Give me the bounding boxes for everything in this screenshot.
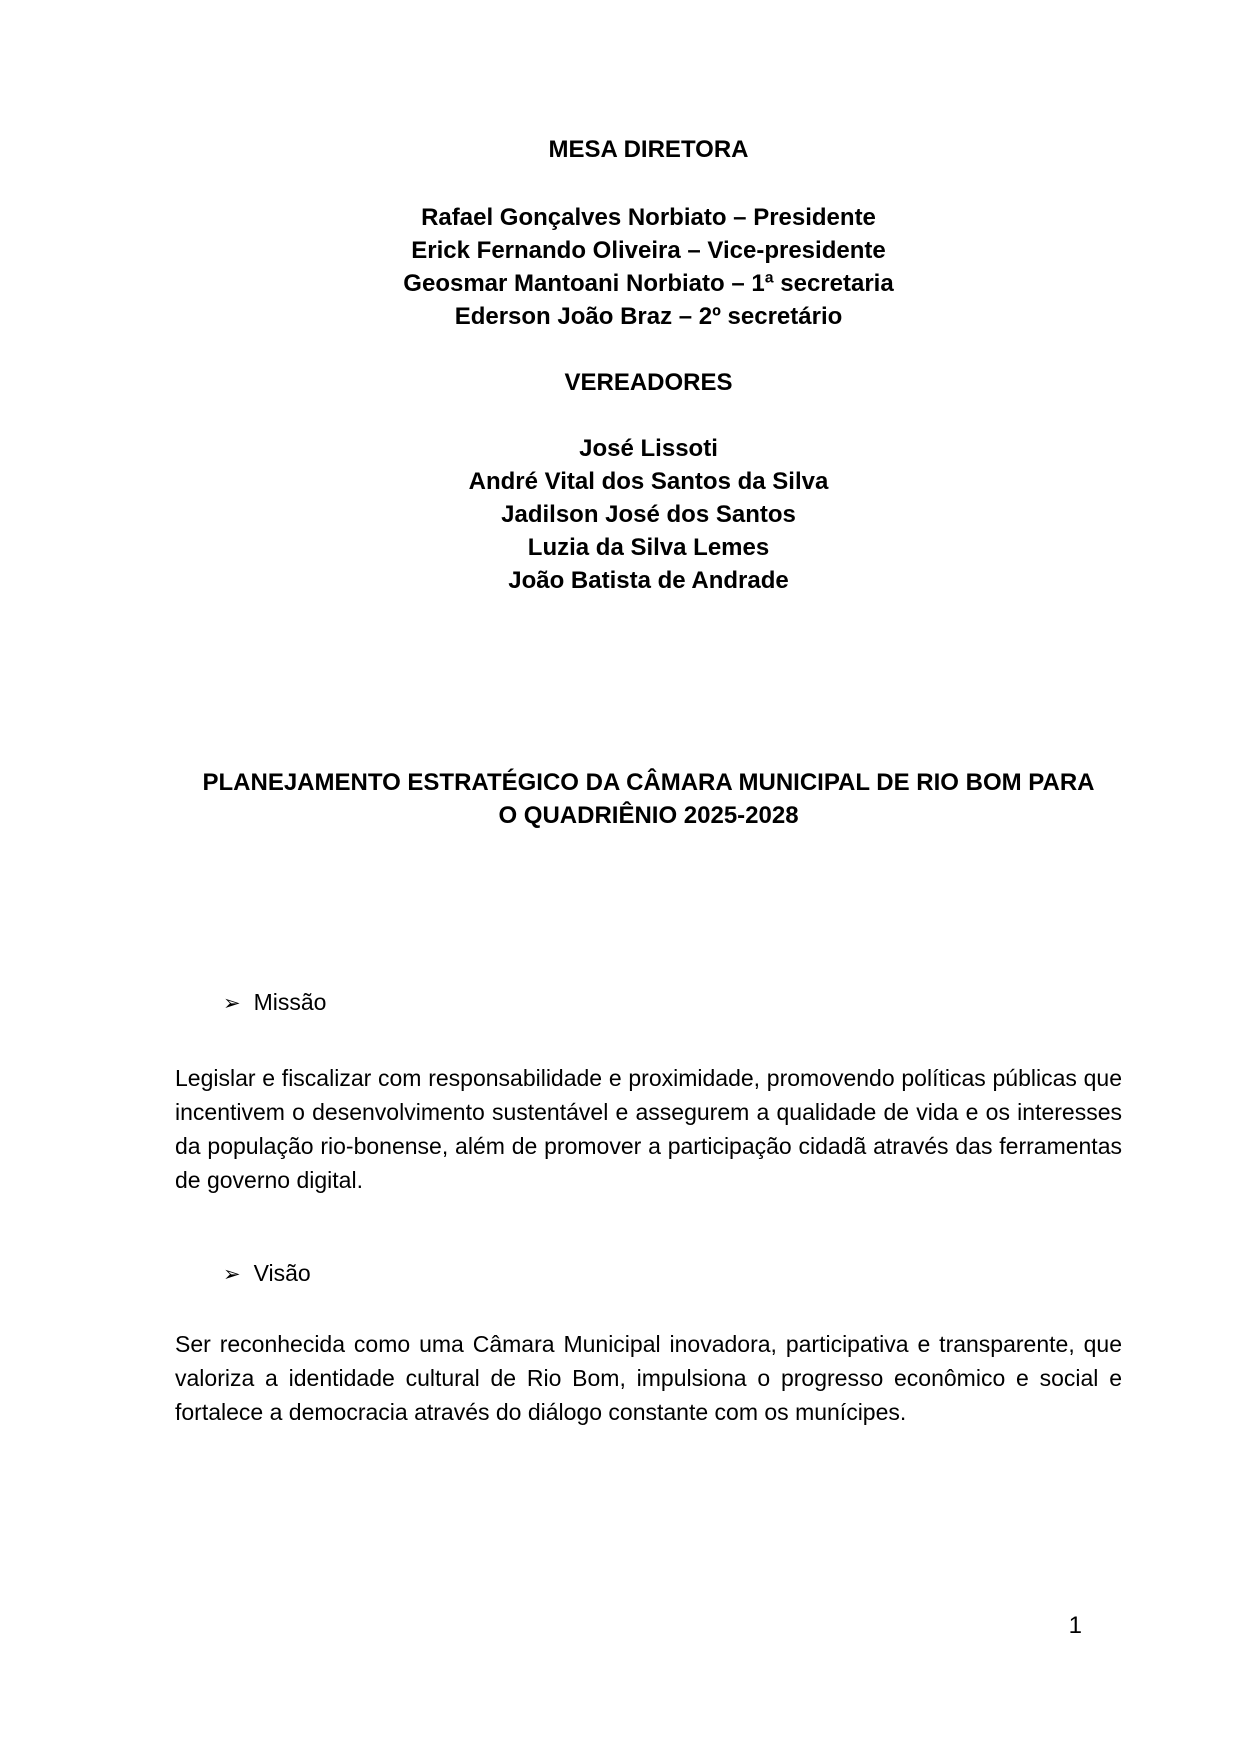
councilor: André Vital dos Santos da Silva	[468, 468, 829, 495]
board-member: Erick Fernando Oliveira – Vice-presidente	[411, 237, 886, 264]
councilors-heading: VEREADORES	[564, 369, 733, 396]
councilor: Luzia da Silva Lemes	[527, 534, 770, 561]
section-heading-missao	[175, 986, 1122, 1020]
missao-paragraph: Legislar e fiscalizar com responsabilidade e proximidade, promovendo políticas públicas que incentivem o desenvolvimento sustentável e assegurem a qualidade de vida e os interesses da população rio-bonense, além de promover a participação cidadã através das ferramentas de governo digital.	[175, 1065, 1122, 1193]
document-title	[175, 766, 1122, 832]
councilor: Jadilson José dos Santos	[501, 501, 796, 528]
councilor: José Lissoti	[579, 435, 718, 462]
section-heading-visao	[175, 1257, 1122, 1291]
arrowhead-bullet-icon: ➢	[223, 991, 241, 1015]
document-title-line: PLANEJAMENTO ESTRATÉGICO DA CÂMARA MUNICIPAL DE RIO BOM PARA	[202, 769, 1095, 796]
board-members-list	[175, 201, 1122, 333]
board-member: Geosmar Mantoani Norbiato – 1ª secretaria	[403, 270, 894, 297]
page-number: 1	[1068, 1612, 1082, 1639]
board-member: Rafael Gonçalves Norbiato – Presidente	[421, 204, 876, 231]
councilors-list	[175, 432, 1122, 597]
section-label-missao: Missão	[253, 989, 327, 1015]
board-member: Ederson João Braz – 2º secretário	[454, 303, 843, 330]
section-label-visao: Visão	[253, 1260, 311, 1286]
board-heading: MESA DIRETORA	[548, 136, 749, 163]
visao-paragraph: Ser reconhecida como uma Câmara Municipal inovadora, participativa e transparente, que valoriza a identidade cultural de Rio Bom, impulsiona o progresso econômico e social e fortalece a democracia através do diálogo constante com os munícipes.	[175, 1331, 1122, 1425]
arrowhead-bullet-icon: ➢	[223, 1262, 241, 1286]
councilor: João Batista de Andrade	[508, 567, 789, 594]
document-title-line: O QUADRIÊNIO 2025-2028	[498, 802, 799, 829]
